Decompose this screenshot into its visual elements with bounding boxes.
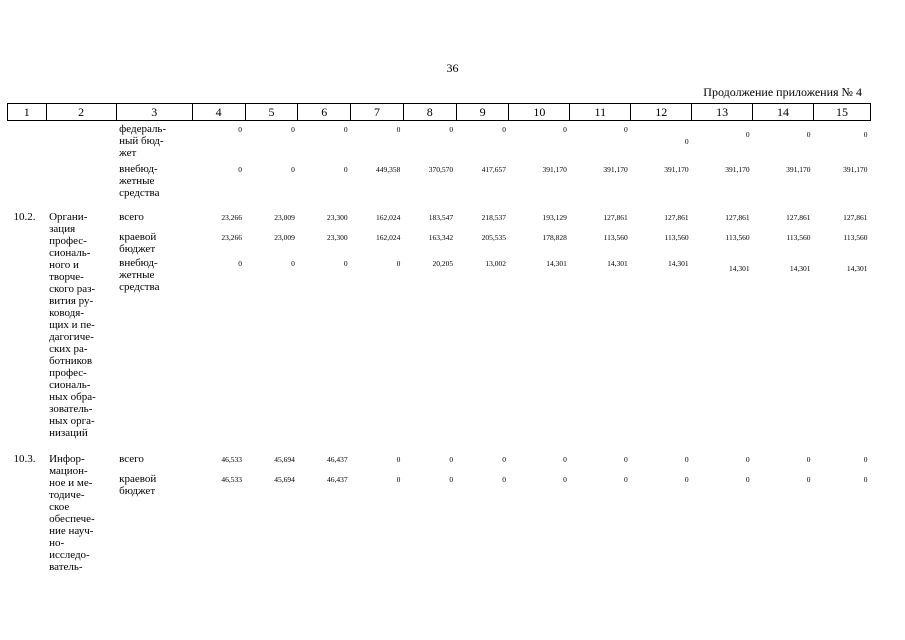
value-cell: 0 <box>745 474 750 484</box>
table-row <box>8 471 871 581</box>
value-cell: 14,301 <box>607 258 628 268</box>
funding-source: федераль- ный бюд- жет <box>119 123 167 159</box>
value-cell: 23,009 <box>274 232 295 242</box>
value-cell: 45,694 <box>274 474 295 484</box>
value-cell: 46,533 <box>221 474 243 484</box>
value-cell: 20,205 <box>432 258 454 268</box>
funding-source: внебюд- жетные средства <box>119 162 160 199</box>
value-cell: 0 <box>396 454 401 464</box>
value-cell: 46,533 <box>221 454 243 464</box>
value-cell: 127,861 <box>786 212 811 222</box>
value-cell: 0 <box>502 454 506 464</box>
header-cell: 14 <box>753 104 814 121</box>
value-cell: 0 <box>745 130 750 139</box>
table-row <box>8 161 871 209</box>
item-code <box>8 121 47 209</box>
item-code: 10.2. <box>13 210 36 223</box>
value-cell: 391,170 <box>786 164 811 174</box>
value-cell: 14,301 <box>546 258 567 268</box>
table-row <box>8 451 871 471</box>
item-name: Органи- зация профес- сиональ- ного и творче- ского раз- вития ру- ководя- щих и пе- дагогиче- ских ра- ботников профес- сиональ- ных обра- зователь- ных орга- низаций <box>49 210 96 439</box>
value-cell: 0 <box>563 454 567 464</box>
value-cell: 0 <box>291 164 295 174</box>
value-cell: 0 <box>238 164 243 174</box>
funding-source: краевой бюджет <box>119 230 157 255</box>
continuation-label: Продолжение приложения № 4 <box>703 85 862 99</box>
value-cell: 127,861 <box>603 212 628 222</box>
value-cell: 0 <box>563 474 567 484</box>
item-code: 10.3. <box>13 452 36 465</box>
value-cell: 0 <box>396 125 401 134</box>
value-cell: 0 <box>343 125 348 134</box>
header-cell: 2 <box>46 104 116 121</box>
header-cell: 10 <box>509 104 570 121</box>
value-cell: 183,547 <box>428 212 454 222</box>
value-cell: 0 <box>396 258 401 268</box>
value-cell: 0 <box>624 125 628 134</box>
value-cell: 0 <box>863 474 868 484</box>
header-cell: 13 <box>692 104 753 121</box>
value-cell: 391,170 <box>664 164 689 174</box>
value-cell: 0 <box>563 125 567 134</box>
value-cell: 0 <box>502 474 506 484</box>
funding-source: внебюд- жетные средства <box>119 256 160 293</box>
value-cell: 417,657 <box>481 164 506 174</box>
value-cell: 0 <box>449 474 454 484</box>
value-cell: 391,170 <box>542 164 567 174</box>
value-cell: 45,694 <box>274 454 295 464</box>
value-cell: 162,024 <box>376 212 401 222</box>
header-cell: 4 <box>192 104 245 121</box>
item-name <box>46 121 116 209</box>
value-cell: 0 <box>396 474 401 484</box>
value-cell: 0 <box>806 474 811 484</box>
value-cell: 0 <box>343 258 348 268</box>
value-cell: 14,301 <box>728 263 750 273</box>
value-cell: 0 <box>684 474 689 484</box>
value-cell: 127,861 <box>664 212 689 222</box>
value-cell: 46,437 <box>326 454 348 464</box>
value-cell: 127,861 <box>843 212 868 222</box>
value-cell: 391,170 <box>725 164 750 174</box>
header-row <box>8 104 871 121</box>
header-cell: 1 <box>8 104 47 121</box>
table-body <box>8 121 871 581</box>
value-cell: 113,560 <box>725 232 750 242</box>
page-number: 36 <box>446 61 459 75</box>
budget-table <box>7 103 871 581</box>
header-cell: 11 <box>570 104 631 121</box>
value-cell: 370,570 <box>428 164 454 174</box>
value-cell: 14,301 <box>846 263 868 273</box>
value-cell: 0 <box>624 454 628 464</box>
value-cell: 391,170 <box>603 164 628 174</box>
value-cell: 391,170 <box>843 164 868 174</box>
value-cell: 14,301 <box>789 263 811 273</box>
header-cell: 6 <box>298 104 351 121</box>
value-cell: 0 <box>684 454 689 464</box>
funding-source: краевой бюджет <box>119 472 157 497</box>
value-cell: 163,342 <box>428 232 454 242</box>
value-cell: 0 <box>684 137 689 146</box>
value-cell: 205,535 <box>481 232 506 242</box>
value-cell: 0 <box>863 454 868 464</box>
funding-source: всего <box>119 210 144 223</box>
value-cell: 0 <box>238 258 243 268</box>
value-cell: 0 <box>343 164 348 174</box>
table-row <box>8 209 871 229</box>
value-cell: 0 <box>449 454 454 464</box>
value-cell: 23,266 <box>221 212 243 222</box>
header-cell: 5 <box>245 104 298 121</box>
value-cell: 193,129 <box>542 212 567 222</box>
value-cell: 0 <box>806 454 811 464</box>
value-cell: 0 <box>745 454 750 464</box>
value-cell: 449,358 <box>376 164 401 174</box>
value-cell: 113,560 <box>843 232 868 242</box>
value-cell: 0 <box>624 474 628 484</box>
value-cell: 0 <box>806 130 811 139</box>
value-cell: 23,009 <box>274 212 295 222</box>
header-cell: 9 <box>456 104 509 121</box>
value-cell: 113,560 <box>603 232 628 242</box>
value-cell: 23,300 <box>326 232 348 242</box>
value-cell: 218,537 <box>481 212 506 222</box>
value-cell: 13,002 <box>485 258 506 268</box>
value-cell: 0 <box>291 258 295 268</box>
value-cell: 113,560 <box>786 232 811 242</box>
value-cell: 0 <box>863 130 868 139</box>
table-row <box>8 229 871 255</box>
header-cell: 7 <box>351 104 404 121</box>
value-cell: 14,301 <box>668 258 689 268</box>
value-cell: 0 <box>291 125 295 134</box>
funding-source: всего <box>119 452 144 465</box>
value-cell: 113,560 <box>664 232 689 242</box>
header-cell: 15 <box>813 104 870 121</box>
value-cell: 127,861 <box>725 212 750 222</box>
item-name: Инфор- мацион- ное и ме- тодиче- ское обеспече- ние науч- но- исследо- ватель- <box>49 452 95 573</box>
header-cell: 3 <box>116 104 192 121</box>
header-cell: 8 <box>403 104 456 121</box>
value-cell: 162,024 <box>376 232 401 242</box>
value-cell: 178,828 <box>542 232 567 242</box>
value-cell: 0 <box>502 125 506 134</box>
value-cell: 23,300 <box>326 212 348 222</box>
table-row <box>8 121 871 161</box>
value-cell: 0 <box>449 125 454 134</box>
value-cell: 46,437 <box>326 474 348 484</box>
table-row <box>8 255 871 451</box>
value-cell: 0 <box>238 125 243 134</box>
value-cell: 23,266 <box>221 232 243 242</box>
header-cell: 12 <box>631 104 692 121</box>
